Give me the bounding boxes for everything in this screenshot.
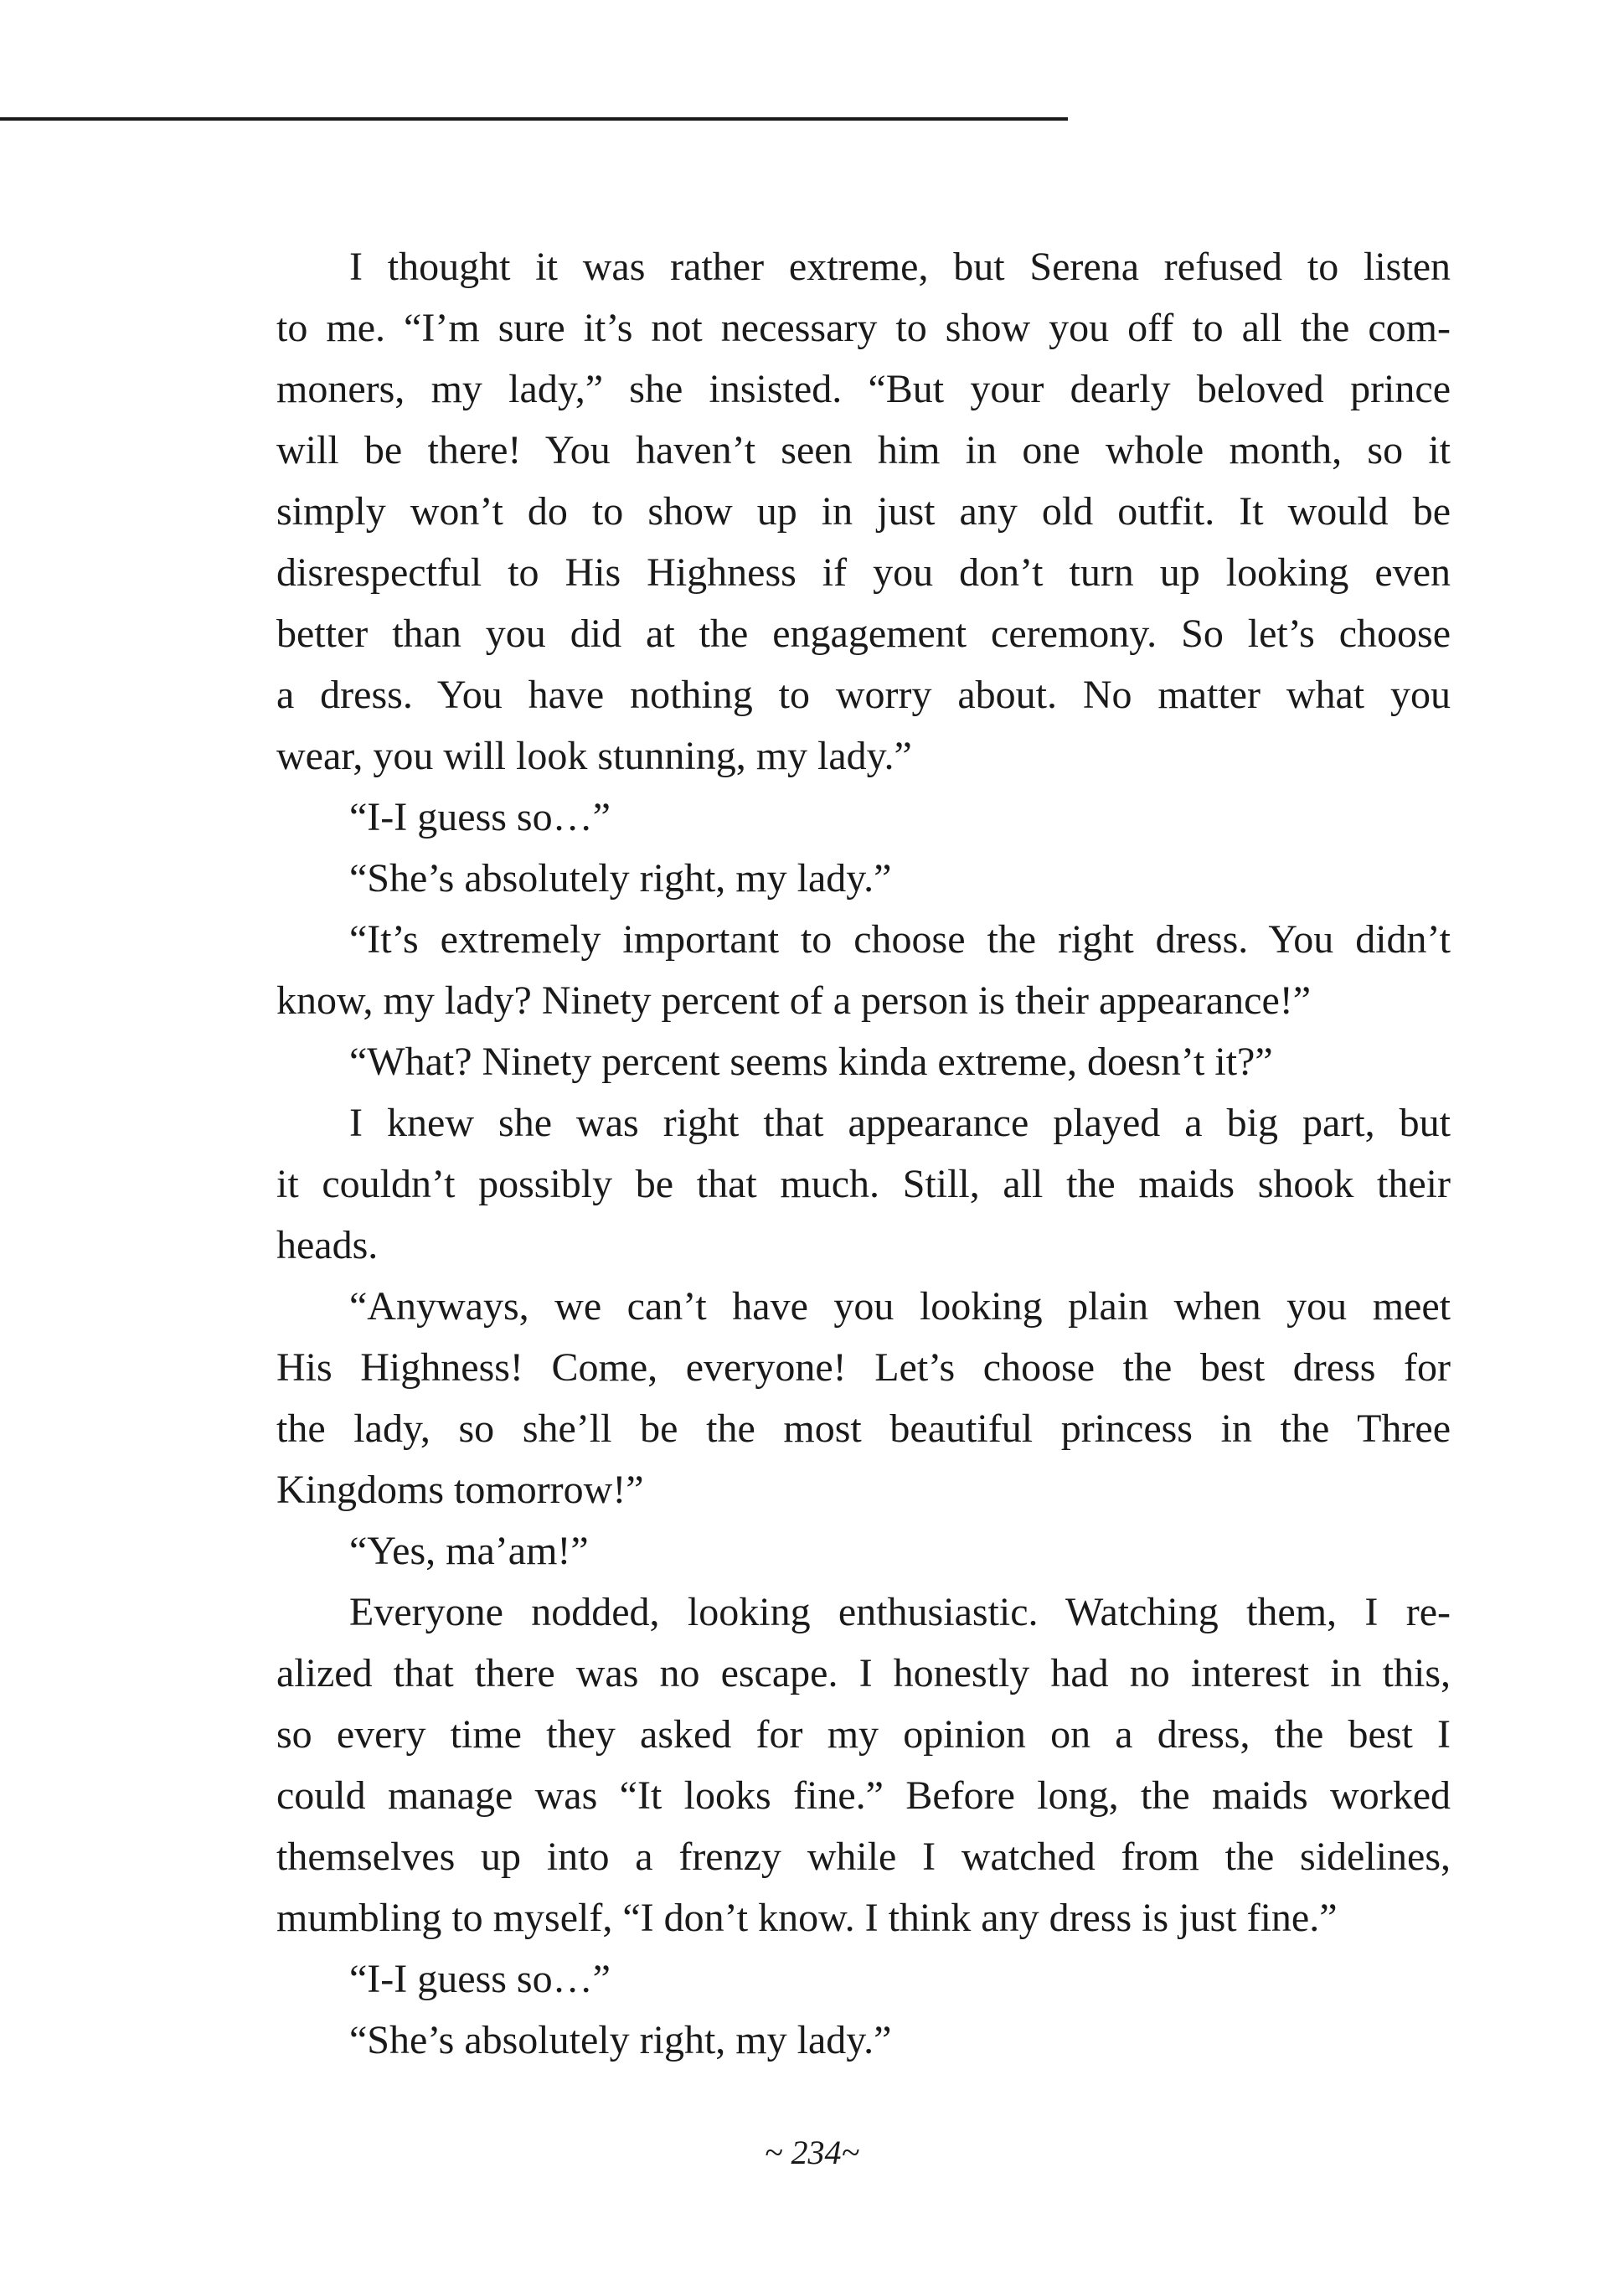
- text-line: I thought it was rather extreme, but Serena refused to listen: [349, 245, 1451, 289]
- text-line: “What? Ninety percent seems kinda extreme, doesn’t it?”: [349, 1040, 1273, 1084]
- text-line: heads.: [276, 1223, 379, 1267]
- text-line: mumbling to myself, “I don’t know. I think any dress is just fine.”: [276, 1896, 1338, 1940]
- top-divider-line: [0, 117, 1068, 121]
- text-line: so every time they asked for my opinion on a dress, the best I: [276, 1712, 1451, 1757]
- text-block: [276, 236, 1451, 2071]
- text-line: His Highness! Come, everyone! Let’s choose the best dress for: [276, 1345, 1451, 1390]
- text-line: better than you did at the engagement ceremony. So let’s choose: [276, 612, 1451, 656]
- text-line: disrespectful to His Highness if you don’t turn up looking even: [276, 550, 1451, 595]
- text-line: “Yes, ma’am!”: [349, 1529, 589, 1573]
- text-line: a dress. You have nothing to worry about. No matter what you: [276, 673, 1451, 717]
- text-line: Kingdoms tomorrow!”: [276, 1468, 644, 1512]
- text-line: Everyone nodded, looking enthusiastic. Watching them, I re-: [349, 1590, 1451, 1634]
- text-line: “I-I guess so…”: [349, 1957, 611, 2001]
- text-line: the lady, so she’ll be the most beautiful princess in the Three: [276, 1406, 1451, 1451]
- page-number: ~ 234~: [764, 2134, 860, 2171]
- text-line: “It’s extremely important to choose the right dress. You didn’t: [349, 917, 1451, 962]
- text-line: alized that there was no escape. I honestly had no interest in this,: [276, 1651, 1451, 1695]
- text-line: will be there! You haven’t seen him in one whole month, so it: [276, 428, 1451, 472]
- text-line: could manage was “It looks fine.” Before long, the maids worked: [276, 1773, 1451, 1818]
- text-line: it couldn’t possibly be that much. Still, all the maids shook their: [276, 1162, 1451, 1206]
- text-line: know, my lady? Ninety percent of a person is their appearance!”: [276, 978, 1312, 1023]
- text-line: I knew she was right that appearance played a big part, but: [349, 1101, 1451, 1145]
- text-line: themselves up into a frenzy while I watched from the sidelines,: [276, 1835, 1451, 1879]
- text-line: to me. “I’m sure it’s not necessary to show you off to all the com-: [276, 306, 1451, 350]
- text-line: wear, you will look stunning, my lady.”: [276, 734, 912, 778]
- text-line: moners, my lady,” she insisted. “But your dearly beloved prince: [276, 367, 1451, 411]
- text-line: “She’s absolutely right, my lady.”: [349, 856, 892, 901]
- text-line: “I-I guess so…”: [349, 795, 611, 839]
- text-line: simply won’t do to show up in just any old outfit. It would be: [276, 489, 1451, 534]
- text-line: “She’s absolutely right, my lady.”: [349, 2018, 892, 2062]
- text-line: “Anyways, we can’t have you looking plain when you meet: [349, 1284, 1451, 1329]
